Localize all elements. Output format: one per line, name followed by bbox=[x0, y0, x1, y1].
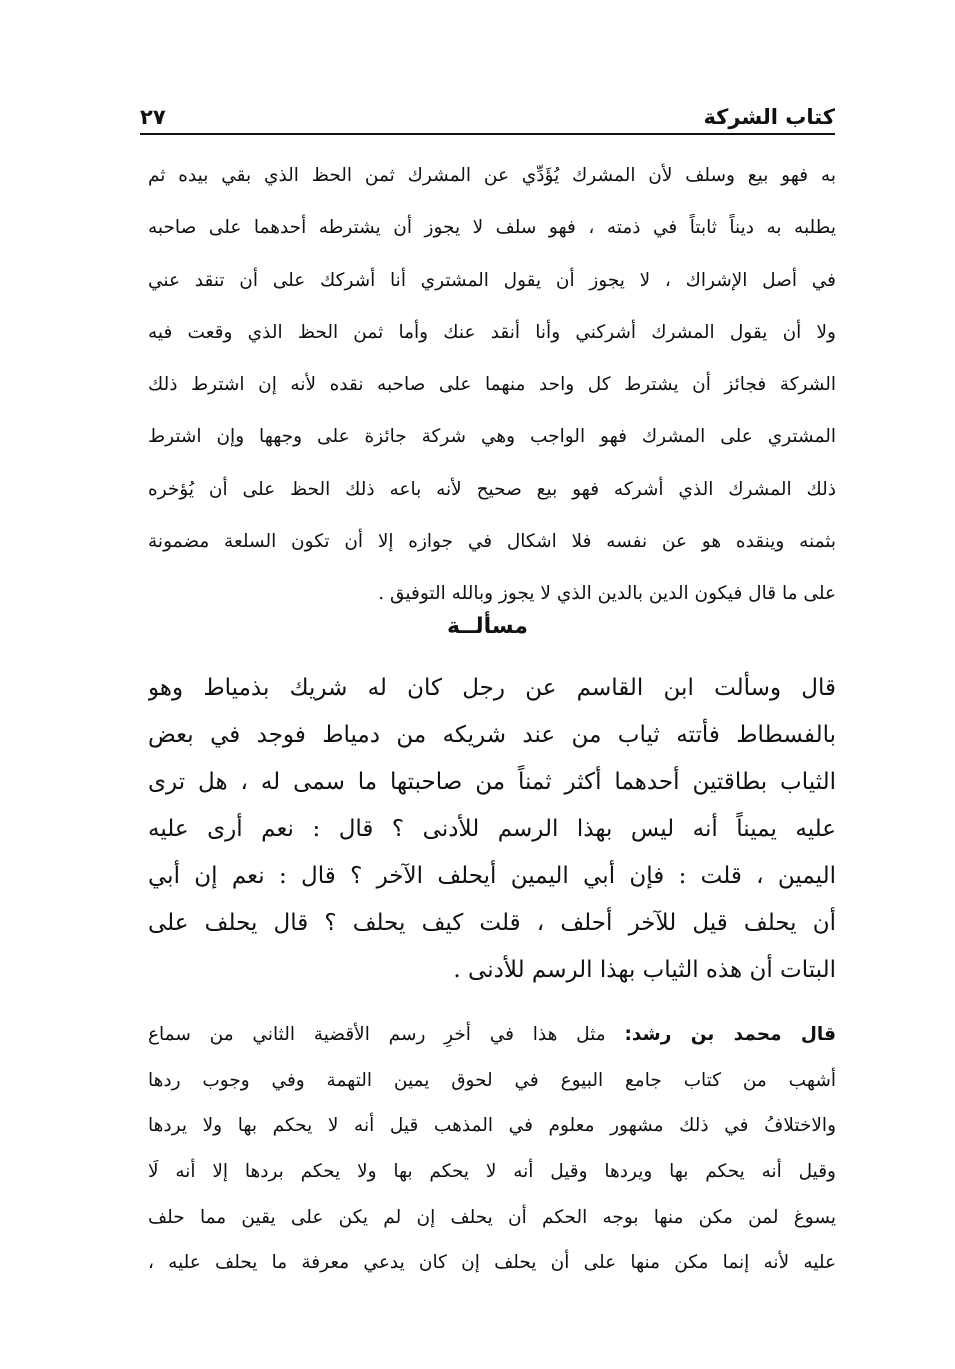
text-line: والاختلافُ في ذلك مشهور معلوم في المذهب قيل أنه لا يحكم بها ولا يردها bbox=[148, 1115, 836, 1137]
text-line: المشتري على المشرك فهو الواجب وهي شركة جائزة على وجهها وإن اشترط bbox=[148, 426, 836, 448]
text-line: الشركة فجائز أن يشترط كل واحد منهما على صاحبه نقده لأنه إن اشترط ذلك bbox=[148, 374, 836, 396]
page-header bbox=[140, 92, 835, 128]
text-line: اليمين ، قلت : فإن أبي اليمين أيحلف الآخر ؟ قال : نعم إن أبي bbox=[148, 863, 836, 889]
text-line: يطلبه به ديناً ثابتاً في ذمته ، فهو سلف لا يجوز أن يشترطه أحدهما على صاحبه bbox=[148, 217, 836, 239]
paragraph-2 bbox=[148, 665, 836, 994]
section-heading: مسألــة bbox=[447, 614, 528, 639]
text-line: الثياب بطاقتين أحدهما أكثر ثمناً من صاحبتها ما سمى له ، هل ترى bbox=[148, 769, 836, 795]
text-line: ذلك المشرك الذي أشركه فهو بيع صحيح لأنه باعه ذلك الحظ على أن يُؤخره bbox=[148, 478, 836, 500]
text-line: في أصل الإشراك ، لا يجوز أن يقول المشتري أنا أشركك على أن تنقد عني bbox=[148, 269, 836, 291]
text-line: على ما قال فيكون الدين بالدين الذي لا يجوز وبالله التوفيق . bbox=[378, 583, 836, 605]
text-line: أن يحلف قيل للآخر أحلف ، قلت كيف يحلف ؟ قال يحلف على bbox=[148, 910, 836, 936]
text-line: يسوغ لمن مكن منها بوجه الحكم أن يحلف إن لم يكن على يقين مما حلف bbox=[148, 1206, 836, 1228]
text-line: بالفسطاط فأتته ثياب من عند شريكه من دمياط فوجد في بعض bbox=[148, 722, 836, 748]
text-line: عليه لأنه إنما مكن منها على أن يحلف إن كان يدعي معرفة ما يحلف عليه ، bbox=[148, 1252, 836, 1274]
text-line: به فهو بيع وسلف لأن المشرك يُؤَدِّي عن المشرك ثمن الحظ الذي بقي بيده ثم bbox=[148, 165, 836, 186]
text-line: وقيل أنه يحكم بها ويردها وقيل أنه لا يحكم بها ولا يحكم بردها إلا أنه لَا bbox=[148, 1161, 836, 1183]
header-rule bbox=[140, 133, 835, 135]
text-line: ولا أن يقول المشرك أشركني وأنا أنقد عنك وأما ثمن الحظ الذي وقعت فيه bbox=[148, 321, 836, 343]
text-line: البتات أن هذه الثياب بهذا الرسم للأدنى . bbox=[453, 957, 836, 983]
text-line: قال وسألت ابن القاسم عن رجل كان له شريك بذمياط وهو bbox=[148, 675, 836, 701]
paragraph-lead: قال محمد بن رشد: bbox=[624, 1024, 836, 1045]
paragraph-1 bbox=[148, 150, 836, 621]
page-number: ٢٧ bbox=[140, 105, 166, 129]
first-line-text: مثل هذا في أخرِ رسم الأقضية الثاني من سماع bbox=[148, 1024, 625, 1045]
text-line bbox=[148, 1012, 836, 1058]
paragraph-3 bbox=[148, 1012, 836, 1286]
text-line: بثمنه وينقده هو عن نفسه فلا اشكال في جوازه إلا أن تكون السلعة مضمونة bbox=[148, 531, 836, 553]
text-line: أشهب من كتاب جامع البيوع في لحوق يمين التهمة وفي وجوب ردها bbox=[148, 1069, 836, 1091]
running-head: كتاب الشركة bbox=[703, 105, 835, 129]
text-line: عليه يميناً أنه ليس بهذا الرسم للأدنى ؟ قال : نعم أرى عليه bbox=[148, 816, 836, 842]
